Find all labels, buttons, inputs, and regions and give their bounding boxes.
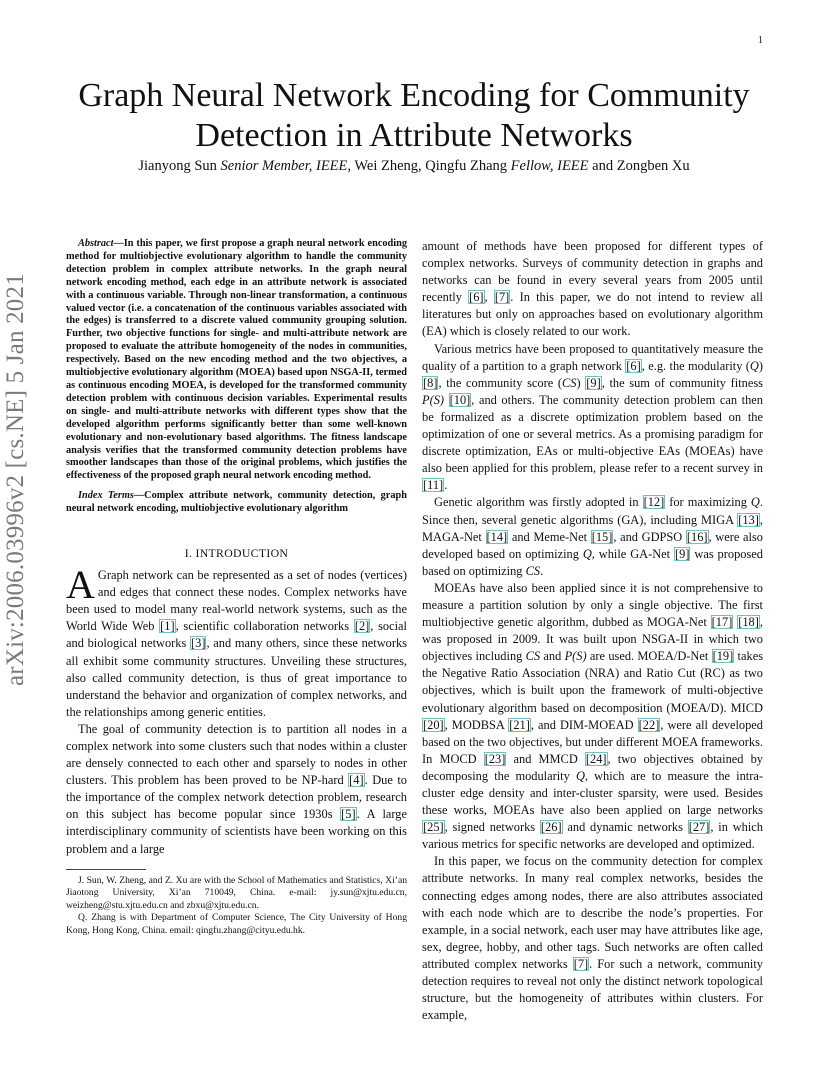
citation-link[interactable]: [4] — [349, 773, 364, 788]
citation-link[interactable]: [6] — [626, 358, 641, 373]
math-symbol: CS — [525, 563, 541, 578]
abstract-text: —In this paper, we first propose a graph neural network encoding method for multiobjective evolutionary algorithm to handle the community detection problem in complex attribute networks. In the graph neural network encoding method, each edge in an attribute network is associated with a continuous variable. Through non-linear transformation, a continuous valued vector (i.e. a concatenation of the continuous variables associated with the edges) is transferred to a discrete valued community grouping solution. Further, two objective functions for single- and multi-attribute network are proposed to evaluate the attribute homogeneity of the nodes in communities, respectively. Based on the new encoding method and the two objectives, a multiobjective evolutionary algorithm (MOEA) based upon NSGA-II, termed as continuous encoding MOEA, is developed for the transformed community detection problem with continuous decision variables. Experimental results on single- and multi-attribute networks with different types show that the developed algorithm performs significantly better than some well-known evolutionary and non-evolutionary based algorithms. The fitness landscape analysis verifies that the transformed community detection problems have smoother landscapes than those of the original problems, which justifies the effectiveness of the proposed graph neural network encoding method. — [66, 238, 407, 482]
index-terms-label: Index Terms — [78, 490, 134, 502]
citation-link[interactable]: [15] — [591, 529, 613, 544]
paragraph: MOEAs have also been applied since it is not comprehensive to measure a partition solution by only a single objective. The first multiobjective genetic algorithm, dubbed as MOGA-Net [17] [18], was proposed in 2009. It was built upon NSGA-II in which two objectives including CS and P(S) are used. MOEA/D-Net [19] takes the Negative Ratio Association (NRA) and Ratio Cut (RC) as two objectives, which is built upon the framework of multi-objective evolutionary algorithm based on decomposition (MOEA/D). MICD [20], MODBSA [21], and DIM-MOEAD [22], were all developed based on the two objectives, but under different MOEA frameworks. In MOCD [23] and MMCD [24], two objectives obtained by decomposing the modularity Q, which are to measure the intra-cluster edge density and inter-cluster sparsity, were used. Besides these works, MOEAs have also been applied on large networks [25], signed networks [26] and dynamic networks [27], in which various metrics for specific networks are developed and optimized. — [422, 580, 764, 852]
paper-title — [70, 76, 758, 156]
abstract-label: Abstract — [78, 238, 114, 249]
citation-link[interactable]: [20] — [423, 717, 444, 732]
citation-link[interactable]: [25] — [423, 820, 444, 835]
citation-link[interactable]: [21] — [509, 717, 530, 732]
citation-link[interactable]: [16] — [686, 529, 708, 544]
title-line-2: Detection in Attribute Networks — [195, 117, 633, 154]
title-line-1: Graph Neural Network Encoding for Community — [78, 77, 750, 114]
citation-link[interactable]: [24] — [585, 751, 607, 766]
citation-link[interactable]: [1] — [160, 619, 175, 634]
footnote-affiliation: J. Sun, W. Zheng, and Z. Xu are with the School of Mathematics and Statistics, Xi’an Jiaotong University, Xi’an 710049, China. e-mail: jy.sun@xjtu.edu.cn, weizheng@stu.xjtu.edu.cn and zbxu@xjtu.edu.cn. — [66, 874, 407, 911]
citation-link[interactable]: [3] — [191, 636, 206, 651]
citation-link[interactable]: [12] — [643, 495, 665, 510]
author-name: , Wei Zheng, Qingfu Zhang — [347, 158, 508, 174]
citation-link[interactable]: [9] — [675, 546, 690, 561]
citation-link[interactable]: [23] — [484, 751, 506, 766]
introduction-body — [66, 562, 407, 858]
citation-link[interactable]: [13] — [738, 512, 759, 527]
citation-link[interactable]: [6] — [469, 290, 484, 305]
math-symbol: P(S) — [564, 649, 587, 664]
drop-cap: A — [66, 562, 95, 608]
index-terms-text: —Complex attribute network, community detection, graph neural network encoding, multiobjective evolutionary algorithm — [66, 490, 407, 515]
citation-link[interactable]: [7] — [573, 956, 589, 971]
left-column — [66, 238, 407, 938]
citation-link[interactable]: [22] — [638, 717, 660, 732]
author-name: and Zongben Xu — [588, 158, 690, 174]
paragraph: In this paper, we focus on the community detection for complex attribute networks. In many real complex networks, besides the connecting edges among nodes, there are also attributes associated with each node which are to describe the node’s properties. For example, in a social network, each user may have attributes like age, sex, degree, hobby, and other tags. Such networks are often called attributed complex networks [7]. For such a network, community detection requires to reveal not only the distinct network topological structure, but the homogeneity of attributes within clusters. For example, — [422, 854, 763, 1023]
math-symbol: Q — [749, 358, 759, 373]
footnote-divider — [66, 869, 146, 870]
index-terms — [66, 490, 407, 516]
citation-link[interactable]: [11] — [423, 478, 444, 493]
citation-link[interactable]: [18] — [738, 615, 759, 630]
author-membership: Senior Member, IEEE — [220, 158, 348, 174]
page-number: 1 — [758, 35, 763, 46]
citation-link[interactable]: [10] — [449, 392, 471, 407]
footnote-affiliation: Q. Zhang is with Department of Computer Science, The City University of Hong Kong, Hong Kong, China. email: qingfu.zhang@cityu.edu.hk. — [66, 912, 407, 936]
citation-link[interactable]: [9] — [586, 375, 601, 390]
abstract — [66, 238, 407, 483]
citation-link[interactable]: [2] — [354, 619, 370, 634]
citation-link[interactable]: [8] — [423, 375, 438, 390]
citation-link[interactable]: [14] — [486, 529, 508, 544]
math-symbol: Q — [575, 768, 585, 783]
math-symbol: Q — [582, 546, 592, 561]
paragraph: Genetic algorithm was firstly adopted in [12] for maximizing Q. Since then, several genetic algorithms (GA), including MIGA [13], MAGA-Net [14] and Meme-Net [15], and GDPSO [16], were also developed based on optimizing Q, while GA-Net [9] was proposed based on optimizing CS. — [422, 495, 763, 578]
math-symbol: CS — [562, 375, 577, 390]
citation-link[interactable]: [27] — [688, 820, 710, 835]
footnotes — [66, 875, 407, 938]
author-list — [60, 158, 768, 175]
arxiv-identifier-stamp[interactable]: arXiv:2006.03996v2 [cs.NE] 5 Jan 2021 — [2, 273, 29, 686]
section-heading-introduction: I. INTRODUCTION — [184, 546, 289, 561]
citation-link[interactable]: [17] — [711, 615, 733, 630]
paragraph: amount of methods have been proposed for different types of complex networks. Surveys of community detection in graphs and networks can be found in every several years from 2005 until recently [6], [7]. In this paper, we do not intend to review all literatures but only on approaches based on evolutionary algorithm (EA) which is closely related to our work. — [422, 239, 763, 339]
math-symbol: Q — [750, 495, 760, 510]
paragraph: The goal of community detection is to partition all nodes in a complex network into some clusters such that nodes within a cluster are densely connected to each other and sparsely to nodes in other clusters. This problem has been proved to be NP-hard [4]. Due to the importance of the complex network detection problem, research on this subject has become popular since 1930s [5]. A large interdisciplinary community of scientists have been working on this problem and a large — [66, 721, 407, 856]
author-name: Jianyong Sun — [138, 158, 217, 174]
citation-link[interactable]: [26] — [540, 820, 562, 835]
citation-link[interactable]: [7] — [494, 290, 510, 305]
paragraph: A Graph network can be represented as a set of nodes (vertices) and edges that connect these nodes. Complex networks have been used to model many real-world network systems, such as the World Wide Web [1], scientific collaboration networks [2], social and biological networks [3], and many others, since these networks all exhibit some community structures. Unveiling these structures, also called community detection, is thus of great importance to understand the behavior and organization of complex networks, and the relationships among generic entities. — [66, 562, 407, 719]
author-membership: Fellow, IEEE — [510, 158, 589, 174]
math-symbol: P(S) — [422, 392, 445, 407]
math-symbol: CS — [525, 649, 541, 664]
citation-link[interactable]: [19] — [712, 649, 734, 664]
citation-link[interactable]: [5] — [341, 807, 356, 822]
paragraph: Various metrics have been proposed to quantitatively measure the quality of a partition to a graph network [6], e.g. the modularity (Q) [8], the community score (CS) [9], the sum of community fitness P(S) [10], and others. The community detection problem can then be formalized as a discrete optimization problem based on the optimization of one or several metrics. As a promising paradigm for discrete optimization, EAs or multi-objective EAs (MOEAs) have also been applied for this problem, please refer to a recent survey in [11]. — [422, 341, 764, 493]
right-column — [422, 238, 763, 1024]
